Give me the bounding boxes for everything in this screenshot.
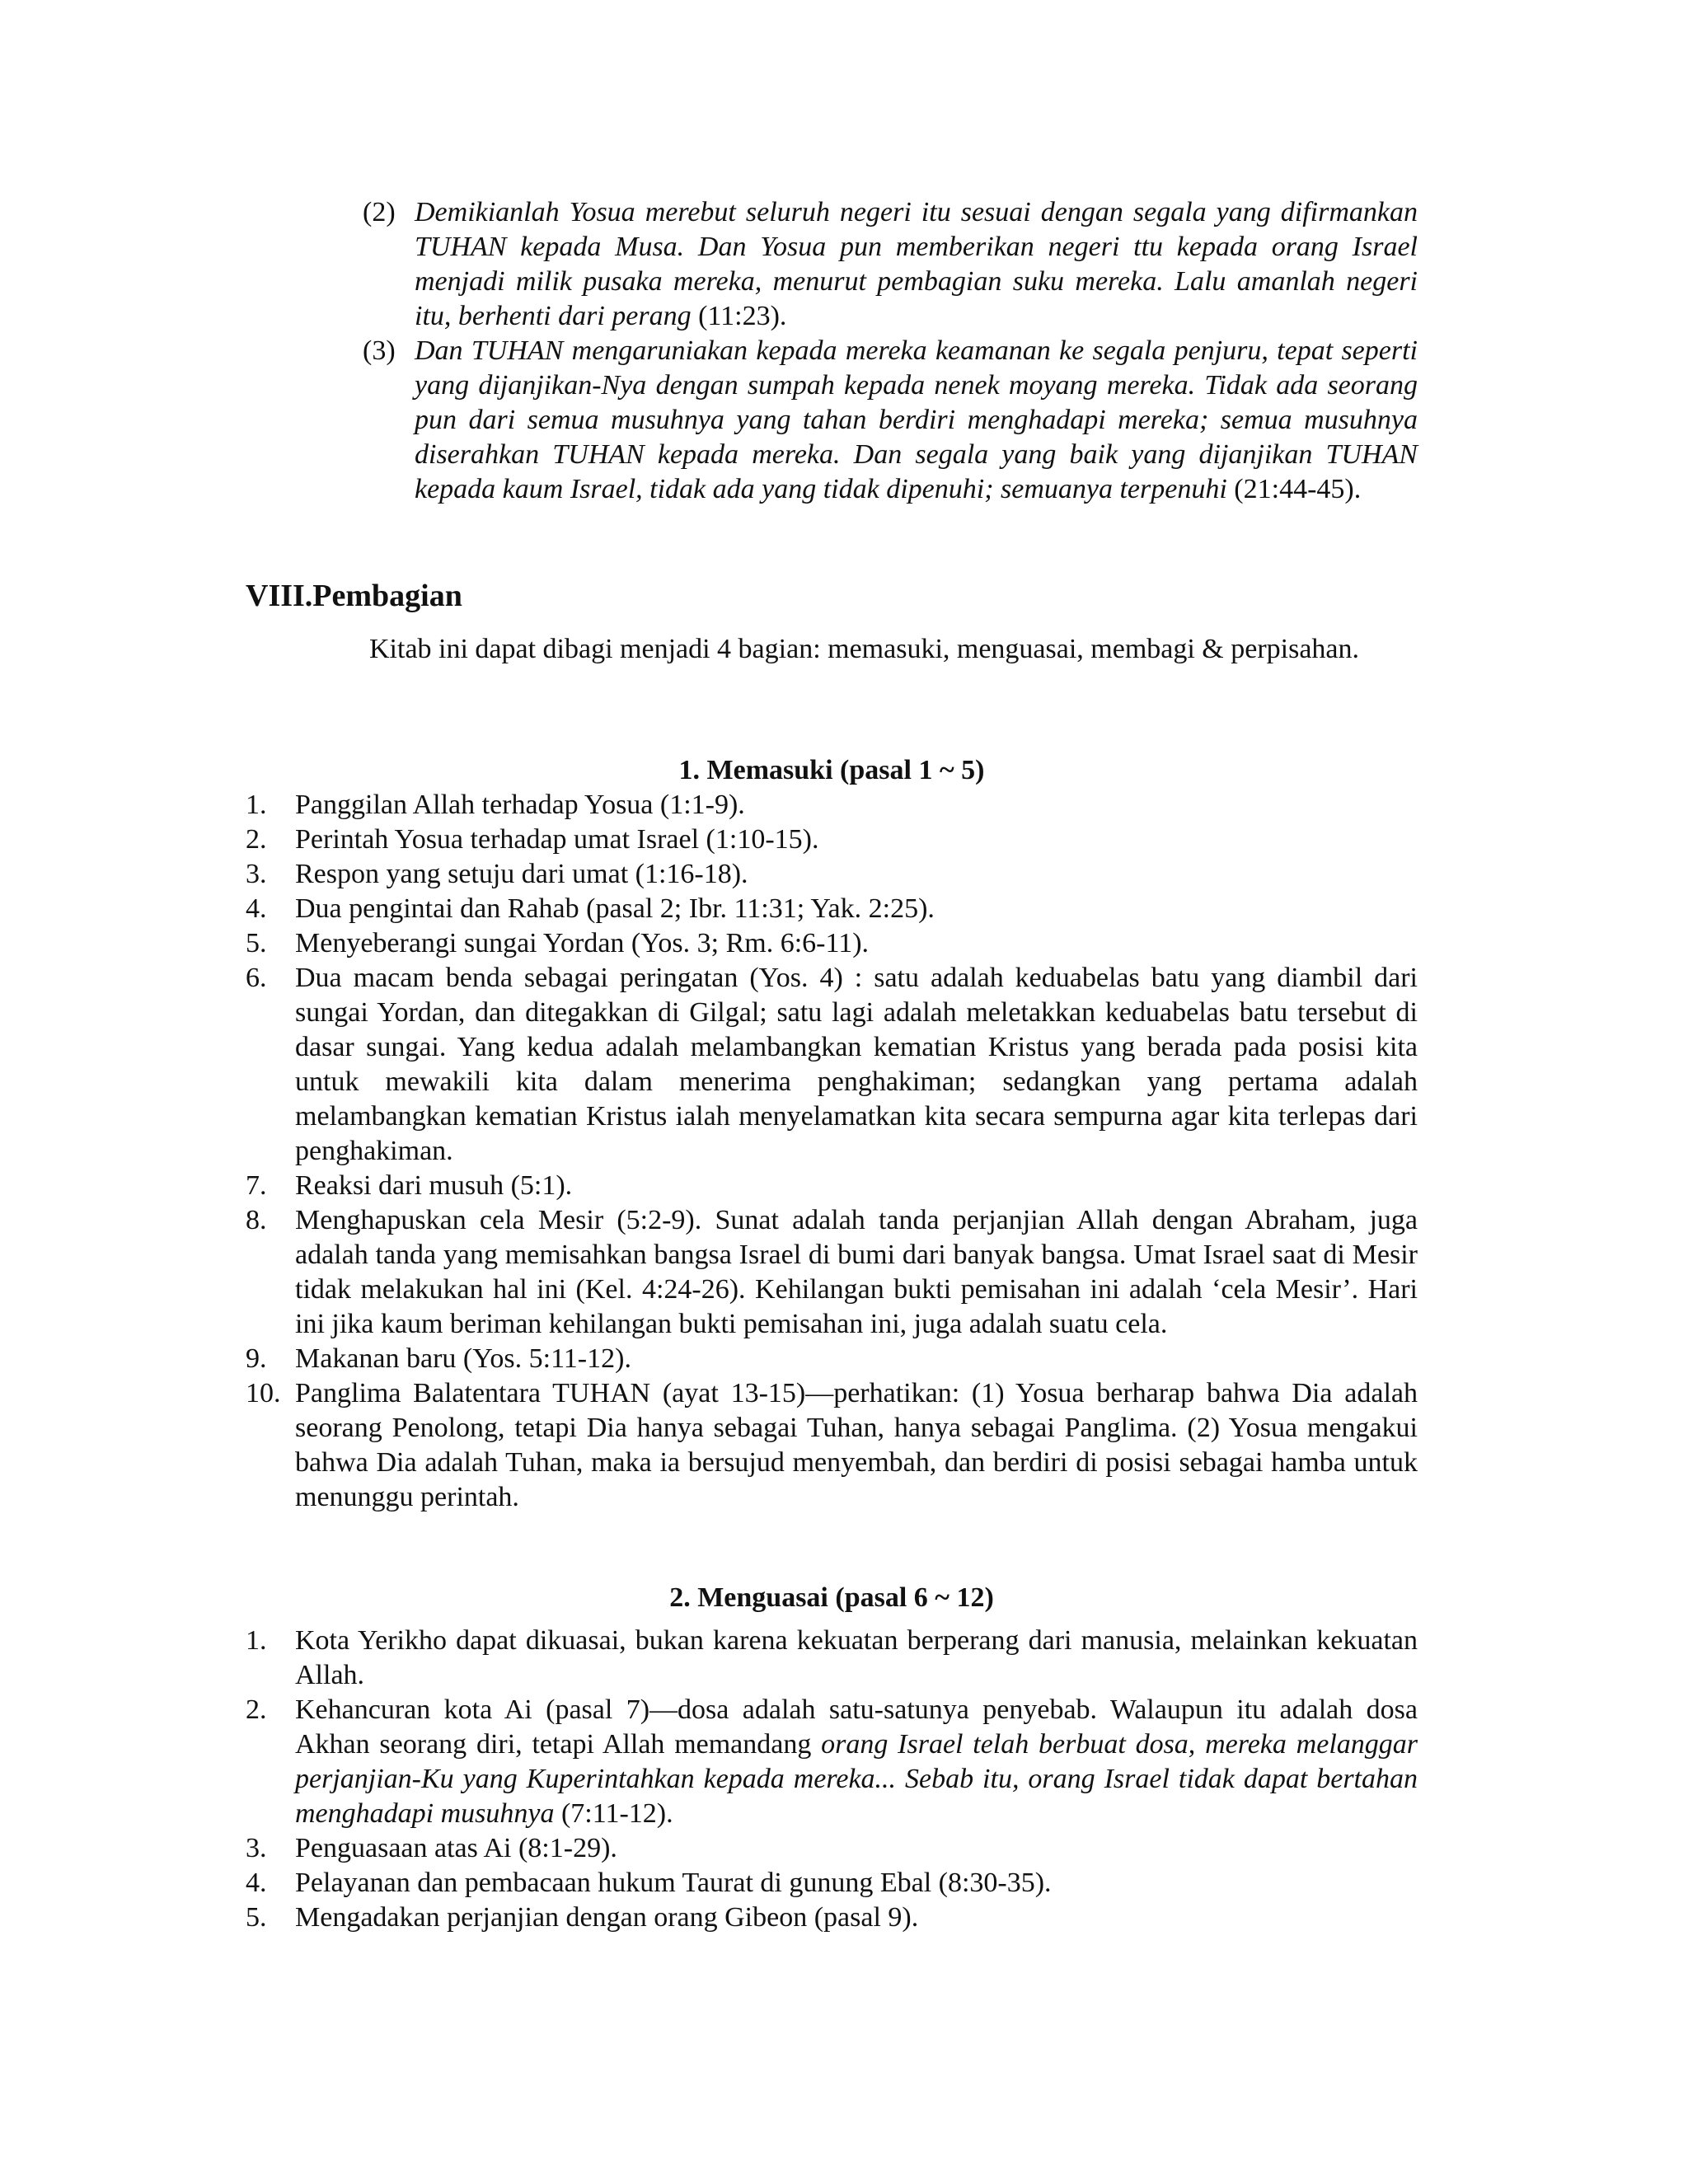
item-text-lead: Kehancuran kota Ai (pasal 7)—dosa adalah satu-satunya penyebab. Walaupun itu adalah dosa Akhan seorang diri, tetapi Allah memandang: [295, 1694, 1418, 1760]
list-item: [246, 961, 1418, 1169]
scripture-quote: Demikianlah Yosua merebut seluruh negeri itu sesuai dengan segala yang difirmankan TUHAN kepada Musa. Dan Yosua pun memberikan negeri ttu kepada orang Israel menjadi milik pusaka mereka, menurut pembagian suku mereka. Lalu amanlah negeri itu, berhenti dari perang: [415, 197, 1418, 331]
item-number: 8.: [246, 1205, 267, 1235]
item-text: [415, 195, 1418, 334]
scripture-reference: (7:11-12).: [554, 1798, 673, 1829]
item-text: Dua macam benda sebagai peringatan (Yos. 4) : satu adalah keduabelas batu yang diambil dari sungai Yordan, dan ditegakkan di Gilgal; satu lagi adalah meletakkan keduabelas batu tersebut di dasar sungai. Yang kedua adalah melambangkan kematian Kristus yang berada pada posisi kita untuk mewakili kita dalam menerima penghakiman; sedangkan yang pertama adalah melambangkan kematian Kristus ialah menyelamatkan kita secara sempurna agar kita terlepas dari penghakiman.: [295, 963, 1418, 1166]
list-item: [246, 1624, 1418, 1693]
list-item: [246, 1866, 1418, 1900]
item-text: Kota Yerikho dapat dikuasai, bukan karena kekuatan berperang dari manusia, melainkan kekuatan Allah.: [295, 1625, 1418, 1690]
section-paragraph: Kitab ini dapat dibagi menjadi 4 bagian: memasuki, menguasai, membagi & perpisahan.: [369, 634, 1360, 664]
intro-quotes: [363, 195, 1418, 507]
item-number: 4.: [246, 1868, 267, 1898]
scripture-quote: Dan TUHAN mengaruniakan kepada mereka keamanan ke segala penjuru, tepat seperti yang dijanjikan-Nya dengan sumpah kepada nenek moyang mereka. Tidak ada seorang pun dari semua musuhnya yang tahan berdiri menghadapi mereka; semua musuhnya diserahkan TUHAN kepada mereka. Dan segala yang baik yang dijanjikan TUHAN kepada kaum Israel, tidak ada yang tidak dipenuhi; semuanya terpenuhi: [415, 335, 1418, 504]
scripture-quote: orang Israel telah berbuat dosa, mereka melanggar perjanjian-Ku yang Kuperintahkan kepada mereka... Sebab itu, orang Israel tidak dapat bertahan menghadapi musuhnya: [295, 1729, 1418, 1829]
item-number: 3.: [246, 859, 267, 889]
list-item: [246, 857, 1418, 892]
item-number: 7.: [246, 1170, 267, 1201]
item-text: Penguasaan atas Ai (8:1-29).: [295, 1833, 617, 1863]
item-number: 10.: [246, 1378, 281, 1408]
list-item: [246, 892, 1418, 926]
item-text: Reaksi dari musuh (5:1).: [295, 1170, 573, 1201]
item-text: Dua pengintai dan Rahab (pasal 2; Ibr. 11:31; Yak. 2:25).: [295, 893, 935, 924]
item-number: 2.: [246, 824, 267, 855]
item-number: 1.: [246, 790, 267, 820]
list-item: [246, 823, 1418, 857]
list-item: [246, 1342, 1418, 1376]
list-item: [246, 926, 1418, 961]
item-number: (3): [363, 335, 396, 366]
item-text: Mengadakan perjanjian dengan orang Gibeon (pasal 9).: [295, 1902, 919, 1933]
item-text: Panggilan Allah terhadap Yosua (1:1-9).: [295, 790, 745, 820]
list-item: [246, 1169, 1418, 1203]
item-number: 9.: [246, 1343, 267, 1374]
item-number: (2): [363, 197, 396, 227]
item-number: 1.: [246, 1625, 267, 1656]
part2-list: [246, 1624, 1418, 1935]
list-item: [246, 1376, 1418, 1515]
item-number: 6.: [246, 963, 267, 993]
section-heading: VIII.Pembagian: [246, 579, 462, 613]
part1-list: [246, 788, 1418, 1515]
item-text: Panglima Balatentara TUHAN (ayat 13-15)—perhatikan: (1) Yosua berharap bahwa Dia adalah seorang Penolong, tetapi Dia hanya sebagai Tuhan, hanya sebagai Panglima. (2) Yosua mengakui bahwa Dia adalah Tuhan, maka ia bersujud menyembah, dan berdiri di posisi sebagai hamba untuk menunggu perintah.: [295, 1378, 1418, 1512]
intro-item-3: [363, 334, 1418, 507]
list-item: [246, 1831, 1418, 1866]
item-number: 2.: [246, 1694, 267, 1725]
list-item: [246, 1203, 1418, 1342]
item-number: 5.: [246, 928, 267, 958]
list-item: [246, 1900, 1418, 1935]
item-number: 3.: [246, 1833, 267, 1863]
item-text: Perintah Yosua terhadap umat Israel (1:10-15).: [295, 824, 819, 855]
scripture-reference: (11:23).: [691, 301, 787, 331]
scripture-reference: (21:44-45).: [1226, 474, 1362, 504]
item-text: Pelayanan dan pembacaan hukum Taurat di gunung Ebal (8:30-35).: [295, 1868, 1052, 1898]
item-number: 4.: [246, 893, 267, 924]
part1-heading: 1. Memasuki (pasal 1 ~ 5): [678, 755, 985, 785]
intro-item-2: [363, 195, 1418, 334]
item-text: [295, 1693, 1418, 1831]
item-text: Menghapuskan cela Mesir (5:2-9). Sunat adalah tanda perjanjian Allah dengan Abraham, juga adalah tanda yang memisahkan bangsa Israel di bumi dari banyak bangsa. Umat Israel saat di Mesir tidak melakukan hal ini (Kel. 4:24-26). Kehilangan bukti pemisahan ini adalah ‘cela Mesir’. Hari ini jika kaum beriman kehilangan bukti pemisahan ini, juga adalah suatu cela.: [295, 1205, 1418, 1339]
list-item: [246, 1693, 1418, 1831]
item-text: Respon yang setuju dari umat (1:16-18).: [295, 859, 748, 889]
item-text: [415, 334, 1418, 507]
list-item: [246, 788, 1418, 823]
item-text: Makanan baru (Yos. 5:11-12).: [295, 1343, 631, 1374]
item-text: Menyeberangi sungai Yordan (Yos. 3; Rm. 6:6-11).: [295, 928, 870, 958]
part2-heading: 2. Menguasai (pasal 6 ~ 12): [669, 1582, 994, 1613]
item-number: 5.: [246, 1902, 267, 1933]
